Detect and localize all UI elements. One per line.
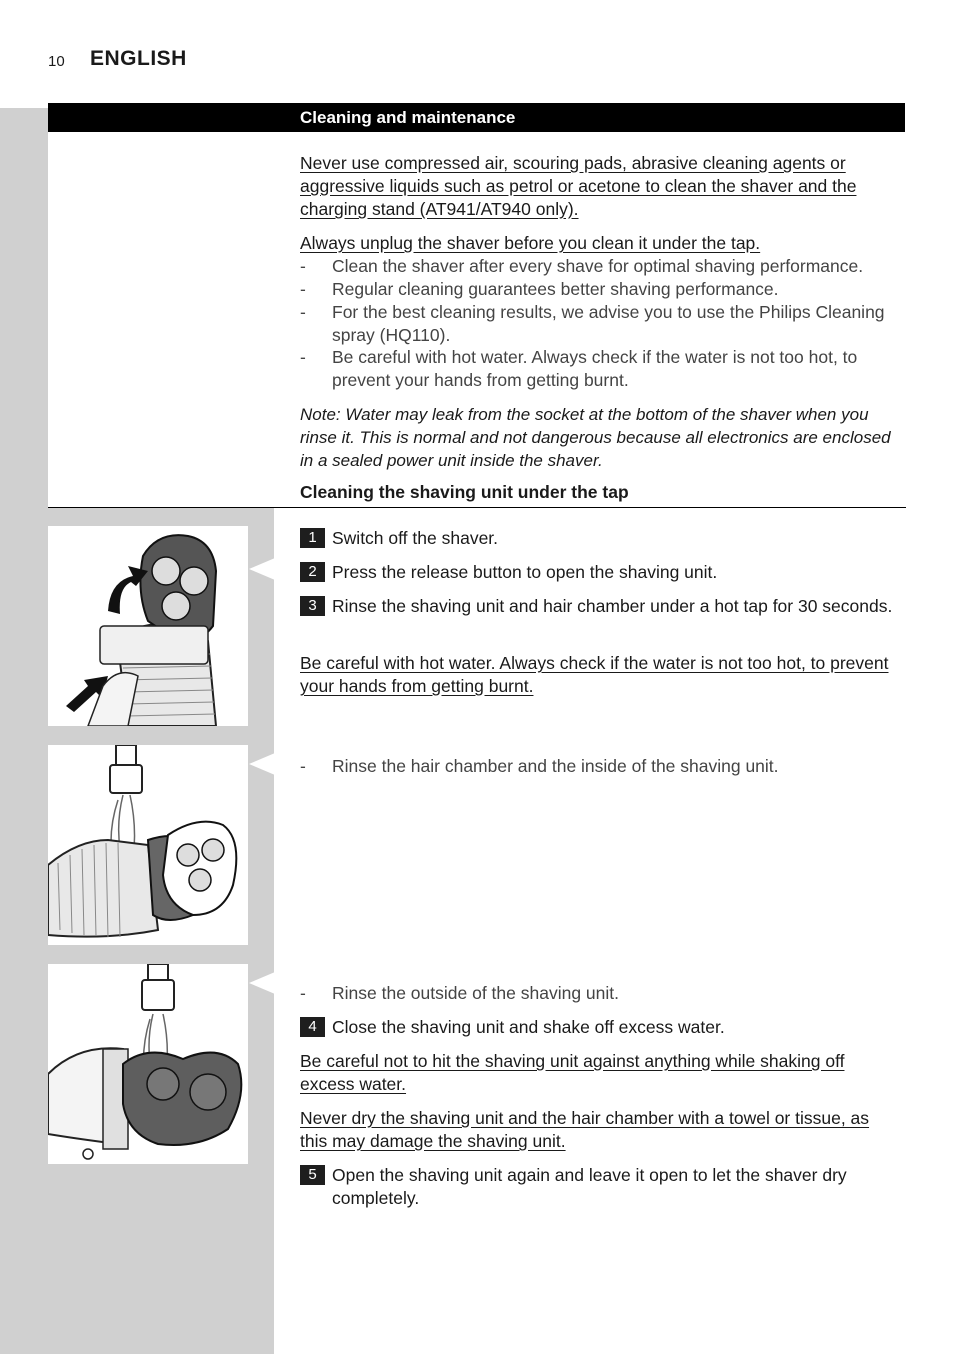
step-text: Press the release button to open the shaving unit.: [332, 562, 718, 582]
step-number: 1: [300, 528, 325, 548]
illustration-open-shaving-unit: [48, 526, 248, 726]
list-item: - Rinse the outside of the shaving unit.: [300, 982, 900, 1005]
step-text: Switch off the shaver.: [332, 528, 499, 548]
divider: [48, 507, 906, 508]
sidebar-blank-panel: [48, 132, 274, 508]
warning-unplug: Always unplug the shaver before you clean it under the tap.: [300, 233, 761, 253]
note-text: Note: Water may leak from the socket at the bottom of the shaver when you rinse it. This is normal and not dangerous because all electronics are enclosed in a sealed power unit inside the shaver.: [300, 405, 891, 470]
step-number: 2: [300, 562, 325, 582]
warning-hot-water: Be careful with hot water. Always check if the water is not too hot, to prevent your hands from getting burnt.: [300, 653, 889, 696]
warning-shake: Be careful not to hit the shaving unit against anything while shaking off excess water.: [300, 1051, 845, 1094]
step-number: 5: [300, 1165, 325, 1185]
step-5: [300, 1164, 900, 1210]
callout-pointer: [249, 753, 275, 775]
illustration-rinse-chamber: [48, 745, 248, 945]
step-3: [300, 595, 900, 618]
step-text: Close the shaving unit and shake off excess water.: [332, 1017, 725, 1037]
step-1: [300, 527, 900, 550]
step-number: 3: [300, 596, 325, 616]
list-item: - Be careful with hot water. Always check if the water is not too hot, to prevent your hands from getting burnt.: [300, 346, 900, 392]
warning-no-abrasives: Never use compressed air, scouring pads, abrasive cleaning agents or aggressive liquids such as petrol or acetone to clean the shaver and the charging stand (AT941/AT940 only).: [300, 153, 857, 219]
step-number: 4: [300, 1017, 325, 1037]
list-item: - Regular cleaning guarantees better shaving performance.: [300, 278, 900, 301]
subsection-title: Cleaning the shaving unit under the tap: [300, 482, 629, 502]
step-2: [300, 561, 900, 584]
section-title: Cleaning and maintenance: [300, 108, 516, 127]
step-text: Open the shaving unit again and leave it open to let the shaver dry completely.: [332, 1165, 847, 1208]
callout-pointer: [249, 558, 275, 580]
list-item: - For the best cleaning results, we advise you to use the Philips Cleaning spray (HQ110).: [300, 301, 900, 347]
list-item: - Clean the shaver after every shave for optimal shaving performance.: [300, 255, 900, 278]
section-title-bar: [48, 103, 905, 132]
list-item: - Rinse the hair chamber and the inside of the shaving unit.: [300, 755, 900, 778]
language-heading: ENGLISH: [90, 47, 187, 70]
callout-pointer: [249, 972, 275, 994]
step-4: [300, 1016, 900, 1039]
page-number: 10: [48, 53, 65, 70]
warning-no-towel: Never dry the shaving unit and the hair chamber with a towel or tissue, as this may damage the shaving unit.: [300, 1108, 870, 1151]
illustration-rinse-outside: [48, 964, 248, 1164]
step-text: Rinse the shaving unit and hair chamber under a hot tap for 30 seconds.: [332, 596, 893, 616]
